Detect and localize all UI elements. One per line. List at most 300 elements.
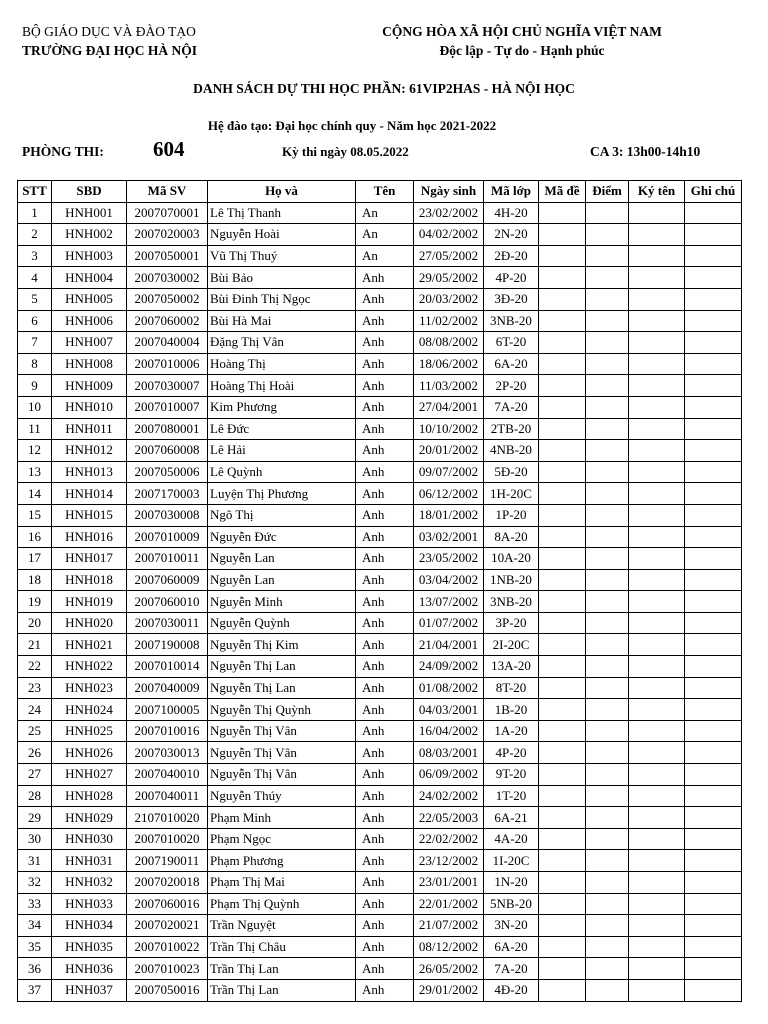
surname: Trần Thị Lan xyxy=(208,958,356,980)
score-cell xyxy=(586,504,629,526)
candidate-number: HNH006 xyxy=(52,310,127,332)
signature-cell xyxy=(629,699,685,721)
exam-code-cell xyxy=(539,915,586,937)
note-cell xyxy=(685,915,742,937)
class-code: 7A-20 xyxy=(484,396,539,418)
table-row xyxy=(18,288,742,310)
class-code: 2N-20 xyxy=(484,224,539,246)
exam-code-cell xyxy=(539,850,586,872)
signature-cell xyxy=(629,526,685,548)
birth-date: 06/09/2002 xyxy=(414,764,484,786)
table-row xyxy=(18,807,742,829)
col-sbd-header: SBD xyxy=(52,181,127,203)
exam-code-cell xyxy=(539,979,586,1001)
exam-code-cell xyxy=(539,461,586,483)
training-info: Hệ đào tạo: Đại học chính quy - Năm học 2021-2022 xyxy=(207,118,497,133)
surname: Nguyễn Thúy xyxy=(208,785,356,807)
score-cell xyxy=(586,526,629,548)
candidate-number: HNH002 xyxy=(52,224,127,246)
surname: Phạm Ngọc xyxy=(208,828,356,850)
note-cell xyxy=(685,569,742,591)
given-name: Anh xyxy=(356,353,414,375)
score-cell xyxy=(586,548,629,570)
exam-code-cell xyxy=(539,245,586,267)
signature-cell xyxy=(629,915,685,937)
col-birth-date-header: Ngày sinh xyxy=(414,181,484,203)
student-id: 2007050002 xyxy=(127,288,208,310)
candidate-number: HNH019 xyxy=(52,591,127,613)
surname: Ngô Thị xyxy=(208,504,356,526)
signature-cell xyxy=(629,288,685,310)
class-code: 1P-20 xyxy=(484,504,539,526)
class-code: 4H-20 xyxy=(484,202,539,224)
class-code: 6A-20 xyxy=(484,353,539,375)
row-number: 17 xyxy=(18,548,52,570)
col-score-header: Điểm xyxy=(586,181,629,203)
student-id: 2107010020 xyxy=(127,807,208,829)
table-row xyxy=(18,526,742,548)
signature-cell xyxy=(629,677,685,699)
score-cell xyxy=(586,720,629,742)
row-number: 28 xyxy=(18,785,52,807)
row-number: 24 xyxy=(18,699,52,721)
note-cell xyxy=(685,504,742,526)
signature-cell xyxy=(629,224,685,246)
row-number: 7 xyxy=(18,332,52,354)
candidate-number: HNH033 xyxy=(52,893,127,915)
birth-date: 16/04/2002 xyxy=(414,720,484,742)
note-cell xyxy=(685,332,742,354)
score-cell xyxy=(586,807,629,829)
row-number: 23 xyxy=(18,677,52,699)
surname: Kim Phương xyxy=(208,396,356,418)
surname: Lê Đức xyxy=(208,418,356,440)
score-cell xyxy=(586,979,629,1001)
birth-date: 03/04/2002 xyxy=(414,569,484,591)
student-id: 2007020003 xyxy=(127,224,208,246)
student-id: 2007070001 xyxy=(127,202,208,224)
student-id: 2007190011 xyxy=(127,850,208,872)
note-cell xyxy=(685,807,742,829)
surname: Nguyễn Thị Kim xyxy=(208,634,356,656)
birth-date: 13/07/2002 xyxy=(414,591,484,613)
table-row xyxy=(18,418,742,440)
note-cell xyxy=(685,634,742,656)
signature-cell xyxy=(629,332,685,354)
student-id: 2007040004 xyxy=(127,332,208,354)
exam-code-cell xyxy=(539,224,586,246)
surname: Nguyễn Đức xyxy=(208,526,356,548)
surname: Nguyễn Thị Quỳnh xyxy=(208,699,356,721)
class-code: 4P-20 xyxy=(484,267,539,289)
table-row xyxy=(18,332,742,354)
row-number: 21 xyxy=(18,634,52,656)
table-row xyxy=(18,720,742,742)
signature-cell xyxy=(629,979,685,1001)
row-number: 26 xyxy=(18,742,52,764)
table-row xyxy=(18,742,742,764)
birth-date: 27/05/2002 xyxy=(414,245,484,267)
birth-date: 01/08/2002 xyxy=(414,677,484,699)
candidate-number: HNH008 xyxy=(52,353,127,375)
exam-code-cell xyxy=(539,742,586,764)
exam-code-cell xyxy=(539,375,586,397)
given-name: Anh xyxy=(356,483,414,505)
candidate-number: HNH028 xyxy=(52,785,127,807)
row-number: 19 xyxy=(18,591,52,613)
score-cell xyxy=(586,785,629,807)
note-cell xyxy=(685,353,742,375)
student-id: 2007010006 xyxy=(127,353,208,375)
class-code: 2TB-20 xyxy=(484,418,539,440)
note-cell xyxy=(685,440,742,462)
score-cell xyxy=(586,828,629,850)
exam-code-cell xyxy=(539,202,586,224)
signature-cell xyxy=(629,764,685,786)
candidate-number: HNH016 xyxy=(52,526,127,548)
table-row xyxy=(18,634,742,656)
table-row xyxy=(18,677,742,699)
table-row xyxy=(18,310,742,332)
given-name: Anh xyxy=(356,375,414,397)
score-cell xyxy=(586,634,629,656)
given-name: Anh xyxy=(356,418,414,440)
signature-cell xyxy=(629,742,685,764)
candidate-number: HNH011 xyxy=(52,418,127,440)
note-cell xyxy=(685,936,742,958)
exam-code-cell xyxy=(539,548,586,570)
class-code: 1A-20 xyxy=(484,720,539,742)
school-name: TRƯỜNG ĐẠI HỌC HÀ NỘI xyxy=(22,43,198,58)
candidate-number: HNH009 xyxy=(52,375,127,397)
class-code: 6T-20 xyxy=(484,332,539,354)
national-title: CỘNG HÒA XÃ HỘI CHỦ NGHĨA VIỆT NAM xyxy=(382,24,662,39)
birth-date: 26/05/2002 xyxy=(414,958,484,980)
surname: Nguyễn Thị Lan xyxy=(208,656,356,678)
class-code: 2I-20C xyxy=(484,634,539,656)
surname: Nguyễn Thị Lan xyxy=(208,677,356,699)
birth-date: 23/02/2002 xyxy=(414,202,484,224)
surname: Trần Thị Châu xyxy=(208,936,356,958)
birth-date: 10/10/2002 xyxy=(414,418,484,440)
student-id: 2007010020 xyxy=(127,828,208,850)
student-id: 2007040009 xyxy=(127,677,208,699)
candidate-number: HNH018 xyxy=(52,569,127,591)
candidate-number: HNH021 xyxy=(52,634,127,656)
class-code: 9T-20 xyxy=(484,764,539,786)
given-name: Anh xyxy=(356,332,414,354)
surname: Lê Thị Thanh xyxy=(208,202,356,224)
row-number: 2 xyxy=(18,224,52,246)
table-header-row xyxy=(18,181,742,203)
surname: Phạm Minh xyxy=(208,807,356,829)
candidate-number: HNH005 xyxy=(52,288,127,310)
note-cell xyxy=(685,418,742,440)
surname: Nguyễn Lan xyxy=(208,569,356,591)
score-cell xyxy=(586,677,629,699)
row-number: 25 xyxy=(18,720,52,742)
given-name: Anh xyxy=(356,677,414,699)
table-row xyxy=(18,936,742,958)
candidate-number: HNH015 xyxy=(52,504,127,526)
score-cell xyxy=(586,461,629,483)
row-number: 1 xyxy=(18,202,52,224)
birth-date: 22/01/2002 xyxy=(414,893,484,915)
given-name: Anh xyxy=(356,612,414,634)
student-id: 2007060010 xyxy=(127,591,208,613)
row-number: 14 xyxy=(18,483,52,505)
given-name: Anh xyxy=(356,656,414,678)
birth-date: 18/01/2002 xyxy=(414,504,484,526)
table-row xyxy=(18,504,742,526)
score-cell xyxy=(586,310,629,332)
table-row xyxy=(18,375,742,397)
row-number: 12 xyxy=(18,440,52,462)
note-cell xyxy=(685,850,742,872)
exam-code-cell xyxy=(539,267,586,289)
given-name: Anh xyxy=(356,310,414,332)
birth-date: 11/03/2002 xyxy=(414,375,484,397)
surname: Đặng Thị Vân xyxy=(208,332,356,354)
given-name: Anh xyxy=(356,548,414,570)
row-number: 32 xyxy=(18,872,52,894)
surname: Trần Thị Lan xyxy=(208,979,356,1001)
given-name: An xyxy=(356,224,414,246)
score-cell xyxy=(586,915,629,937)
row-number: 13 xyxy=(18,461,52,483)
birth-date: 29/01/2002 xyxy=(414,979,484,1001)
signature-cell xyxy=(629,310,685,332)
table-row xyxy=(18,548,742,570)
given-name: Anh xyxy=(356,936,414,958)
score-cell xyxy=(586,742,629,764)
given-name: Anh xyxy=(356,807,414,829)
surname: Luyện Thị Phương xyxy=(208,483,356,505)
birth-date: 22/02/2002 xyxy=(414,828,484,850)
score-cell xyxy=(586,396,629,418)
exam-code-cell xyxy=(539,893,586,915)
row-number: 34 xyxy=(18,915,52,937)
exam-code-cell xyxy=(539,504,586,526)
document-title: DANH SÁCH DỰ THI HỌC PHẦN: 61VIP2HAS - HÀ NỘI HỌC xyxy=(193,81,575,96)
row-number: 22 xyxy=(18,656,52,678)
surname: Nguyễn Minh xyxy=(208,591,356,613)
exam-code-cell xyxy=(539,591,586,613)
score-cell xyxy=(586,591,629,613)
class-code: 13A-20 xyxy=(484,656,539,678)
signature-cell xyxy=(629,872,685,894)
note-cell xyxy=(685,483,742,505)
table-row xyxy=(18,958,742,980)
student-id: 2007010009 xyxy=(127,526,208,548)
score-cell xyxy=(586,245,629,267)
birth-date: 27/04/2001 xyxy=(414,396,484,418)
signature-cell xyxy=(629,612,685,634)
col-stt-header: STT xyxy=(18,181,52,203)
table-row xyxy=(18,979,742,1001)
table-row xyxy=(18,483,742,505)
exam-code-cell xyxy=(539,288,586,310)
candidate-number: HNH027 xyxy=(52,764,127,786)
exam-code-cell xyxy=(539,310,586,332)
note-cell xyxy=(685,720,742,742)
table-row xyxy=(18,353,742,375)
student-id: 2007030013 xyxy=(127,742,208,764)
class-code: 3N-20 xyxy=(484,915,539,937)
candidate-number: HNH007 xyxy=(52,332,127,354)
candidate-number: HNH035 xyxy=(52,936,127,958)
row-number: 4 xyxy=(18,267,52,289)
given-name: Anh xyxy=(356,720,414,742)
surname: Vũ Thị Thuý xyxy=(208,245,356,267)
score-cell xyxy=(586,569,629,591)
student-id: 2007030002 xyxy=(127,267,208,289)
signature-cell xyxy=(629,634,685,656)
student-id: 2007010023 xyxy=(127,958,208,980)
table-row xyxy=(18,893,742,915)
table-row xyxy=(18,764,742,786)
exam-code-cell xyxy=(539,720,586,742)
class-code: 5Đ-20 xyxy=(484,461,539,483)
score-cell xyxy=(586,850,629,872)
birth-date: 20/01/2002 xyxy=(414,440,484,462)
signature-cell xyxy=(629,656,685,678)
student-id: 2007010007 xyxy=(127,396,208,418)
row-number: 33 xyxy=(18,893,52,915)
score-cell xyxy=(586,440,629,462)
candidate-number: HNH025 xyxy=(52,720,127,742)
table-row xyxy=(18,785,742,807)
exam-shift: CA 3: 13h00-14h10 xyxy=(590,144,701,159)
candidate-number: HNH004 xyxy=(52,267,127,289)
note-cell xyxy=(685,548,742,570)
note-cell xyxy=(685,526,742,548)
table-row xyxy=(18,461,742,483)
score-cell xyxy=(586,375,629,397)
exam-code-cell xyxy=(539,785,586,807)
candidate-number: HNH022 xyxy=(52,656,127,678)
class-code: 7A-20 xyxy=(484,958,539,980)
signature-cell xyxy=(629,893,685,915)
exam-code-cell xyxy=(539,353,586,375)
table-row xyxy=(18,656,742,678)
birth-date: 23/12/2002 xyxy=(414,850,484,872)
class-code: 4NB-20 xyxy=(484,440,539,462)
signature-cell xyxy=(629,548,685,570)
surname: Lê Quỳnh xyxy=(208,461,356,483)
class-code: 1T-20 xyxy=(484,785,539,807)
birth-date: 24/02/2002 xyxy=(414,785,484,807)
student-id: 2007030007 xyxy=(127,375,208,397)
candidate-number: HNH036 xyxy=(52,958,127,980)
birth-date: 18/06/2002 xyxy=(414,353,484,375)
given-name: Anh xyxy=(356,764,414,786)
row-number: 6 xyxy=(18,310,52,332)
col-student-id-header: Mã SV xyxy=(127,181,208,203)
given-name: Anh xyxy=(356,440,414,462)
note-cell xyxy=(685,396,742,418)
row-number: 9 xyxy=(18,375,52,397)
row-number: 8 xyxy=(18,353,52,375)
birth-date: 11/02/2002 xyxy=(414,310,484,332)
class-code: 3P-20 xyxy=(484,612,539,634)
score-cell xyxy=(586,893,629,915)
student-id: 2007190008 xyxy=(127,634,208,656)
candidate-number: HNH031 xyxy=(52,850,127,872)
surname: Nguyễn Lan xyxy=(208,548,356,570)
table-row xyxy=(18,828,742,850)
note-cell xyxy=(685,461,742,483)
student-id: 2007100005 xyxy=(127,699,208,721)
candidate-number: HNH024 xyxy=(52,699,127,721)
birth-date: 08/03/2001 xyxy=(414,742,484,764)
score-cell xyxy=(586,612,629,634)
score-cell xyxy=(586,764,629,786)
student-id: 2007010014 xyxy=(127,656,208,678)
birth-date: 21/04/2001 xyxy=(414,634,484,656)
candidate-number: HNH030 xyxy=(52,828,127,850)
row-number: 37 xyxy=(18,979,52,1001)
birth-date: 03/02/2001 xyxy=(414,526,484,548)
note-cell xyxy=(685,742,742,764)
given-name: Anh xyxy=(356,504,414,526)
row-number: 15 xyxy=(18,504,52,526)
col-note-header: Ghi chú xyxy=(685,181,742,203)
table-row xyxy=(18,267,742,289)
table-row xyxy=(18,850,742,872)
class-code: 10A-20 xyxy=(484,548,539,570)
student-id: 2007060016 xyxy=(127,893,208,915)
score-cell xyxy=(586,353,629,375)
signature-cell xyxy=(629,375,685,397)
candidate-number: HNH032 xyxy=(52,872,127,894)
surname: Bùi Hà Mai xyxy=(208,310,356,332)
exam-code-cell xyxy=(539,332,586,354)
birth-date: 08/12/2002 xyxy=(414,936,484,958)
note-cell xyxy=(685,828,742,850)
row-number: 16 xyxy=(18,526,52,548)
given-name: Anh xyxy=(356,526,414,548)
exam-code-cell xyxy=(539,483,586,505)
student-id: 2007050016 xyxy=(127,979,208,1001)
student-id: 2007060009 xyxy=(127,569,208,591)
given-name: Anh xyxy=(356,828,414,850)
given-name: Anh xyxy=(356,785,414,807)
given-name: Anh xyxy=(356,634,414,656)
row-number: 5 xyxy=(18,288,52,310)
table-row xyxy=(18,569,742,591)
candidate-number: HNH001 xyxy=(52,202,127,224)
score-cell xyxy=(586,224,629,246)
signature-cell xyxy=(629,202,685,224)
note-cell xyxy=(685,288,742,310)
given-name: Anh xyxy=(356,958,414,980)
signature-cell xyxy=(629,850,685,872)
candidate-number: HNH017 xyxy=(52,548,127,570)
exam-code-cell xyxy=(539,634,586,656)
signature-cell xyxy=(629,440,685,462)
signature-cell xyxy=(629,353,685,375)
ministry-name: BỘ GIÁO DỤC VÀ ĐÀO TẠO xyxy=(22,24,196,39)
score-cell xyxy=(586,202,629,224)
given-name: Anh xyxy=(356,893,414,915)
room-number: 604 xyxy=(153,137,185,161)
class-code: 1N-20 xyxy=(484,872,539,894)
candidate-number: HNH026 xyxy=(52,742,127,764)
surname: Lê Hải xyxy=(208,440,356,462)
given-name: Anh xyxy=(356,591,414,613)
student-id: 2007020018 xyxy=(127,872,208,894)
